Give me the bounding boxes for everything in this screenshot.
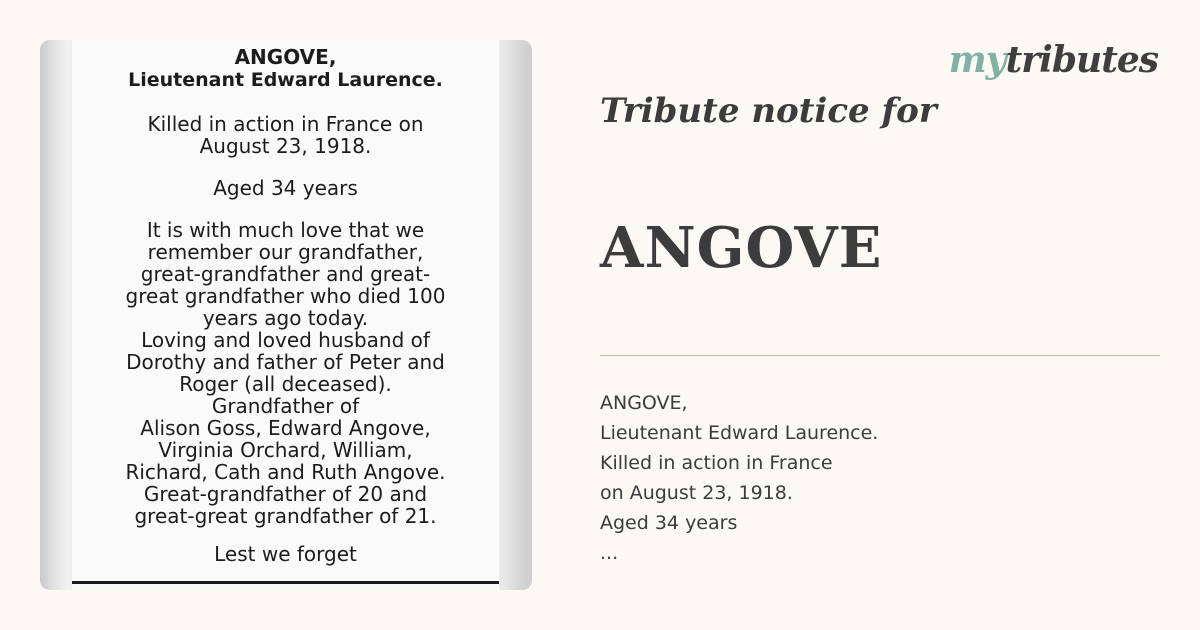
clipping-subheading: Lieutenant Edward Laurence.: [128, 69, 443, 91]
clipping-body-line: Great-grandfather of 20 and: [143, 482, 428, 506]
excerpt-line: ANGOVE,: [600, 392, 688, 414]
clipping-body-line: Dorothy and father of Peter and: [126, 350, 445, 374]
clipping-age: Aged 34 years: [213, 176, 358, 200]
divider: [600, 355, 1160, 356]
notice-image: [40, 40, 532, 590]
excerpt-line: Lieutenant Edward Laurence.: [600, 422, 879, 444]
excerpt-line: Aged 34 years: [600, 512, 738, 534]
clipping-body: [72, 219, 499, 527]
clipping-heading: ANGOVE,: [234, 45, 337, 69]
clipping-body-line: great-grandfather and great-: [140, 262, 431, 286]
clipping-body-line: great-great grandfather of 21.: [134, 504, 437, 528]
clipping-body-line: Virginia Orchard, William,: [158, 438, 413, 462]
excerpt-line: Killed in action in France: [600, 452, 833, 474]
clipping-body-line: Grandfather of: [211, 394, 360, 418]
logo-my: my: [948, 39, 1006, 81]
clipping-killed-line: Killed in action in France on: [147, 112, 424, 136]
notice-excerpt: [600, 388, 1140, 568]
clipping-body-line: years ago today.: [202, 306, 369, 330]
clipping-body-line: It is with much love that we: [146, 218, 425, 242]
excerpt-ellipsis: ...: [600, 542, 619, 564]
clipping-body-line: great grandfather who died 100: [125, 284, 446, 308]
clipping-killed-line: August 23, 1918.: [199, 134, 372, 158]
tribute-intro: Tribute notice for: [600, 91, 937, 131]
clipping-text: [72, 46, 499, 565]
excerpt-line: on August 23, 1918.: [600, 482, 793, 504]
clipping-body-line: Roger (all deceased).: [179, 372, 392, 396]
clipping-body-line: Alison Goss, Edward Angove,: [140, 416, 431, 440]
clipping-rule: [72, 581, 499, 584]
tribute-surname: ANGOVE: [600, 215, 883, 281]
newspaper-clipping: [72, 40, 499, 590]
clipping-body-line: Richard, Cath and Ruth Angove.: [125, 460, 446, 484]
clipping-body-line: remember our grandfather,: [147, 240, 424, 264]
mytributes-logo[interactable]: [949, 38, 1158, 82]
logo-tributes: tributes: [1005, 39, 1158, 81]
clipping-closing: Lest we forget: [214, 542, 357, 566]
clipping-body-line: Loving and loved husband of: [141, 328, 430, 352]
